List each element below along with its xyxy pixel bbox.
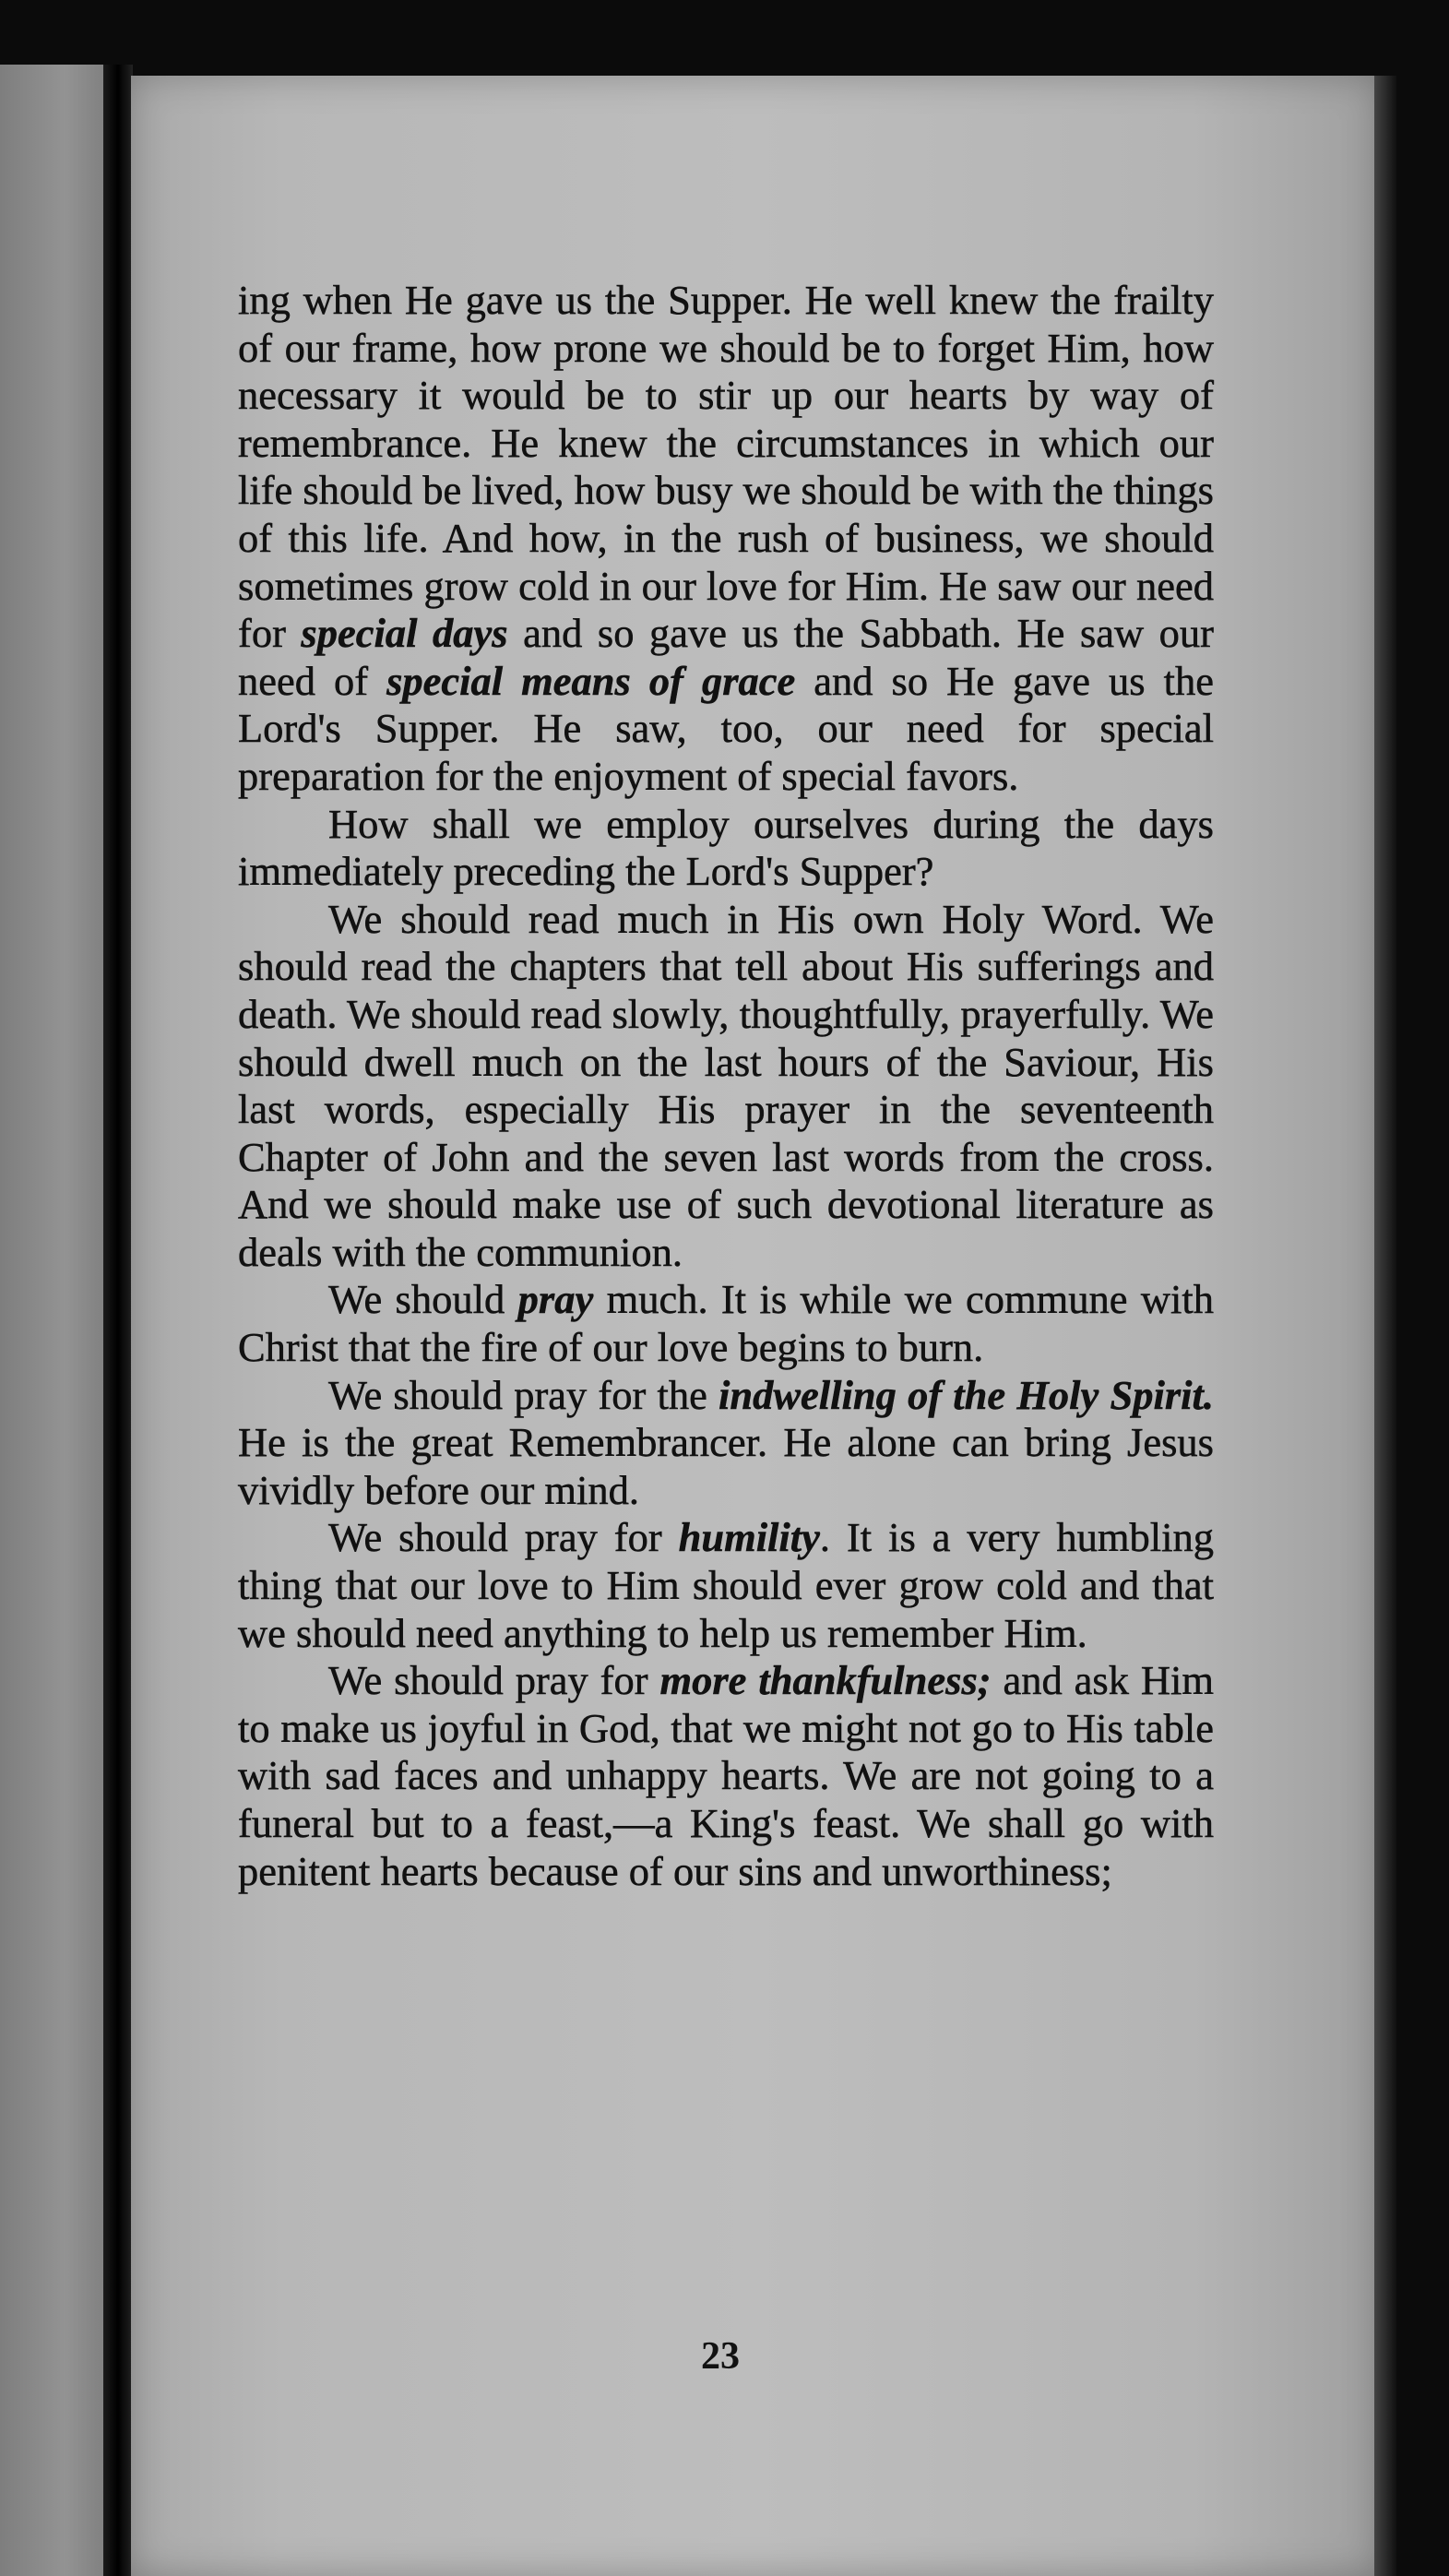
paragraph [238,277,1214,801]
text-run: We should pray for [328,1514,679,1561]
emphasized-text: humility [678,1514,820,1561]
book-gutter [103,65,133,2576]
paragraph [238,1657,1214,1895]
left-page-edge [0,65,118,2576]
paragraph [238,1276,1214,1371]
text-run: much. It is while we commune with Christ that the fire of our love begins to burn. [238,1276,1215,1371]
text-run: We should pray for [328,1657,660,1704]
text-run: and ask Him to make us joyful in God, that we might not go to His table with sad faces and unhappy hearts. We are not going to a funeral but to a feast,—a King's feast. We shall go with penitent hearts because of our sins and unworthiness; [238,1657,1214,1894]
emphasized-text: special days [301,610,508,657]
text-run: We should pray for the [328,1371,719,1418]
emphasized-text: indwelling of the Holy Spirit. [719,1371,1214,1418]
text-run: We should [328,1276,518,1323]
text-run: and so gave us the Sabbath. He saw our need of [238,610,1215,704]
emphasized-text: more thankfulness; [659,1657,992,1704]
text-run: and so He gave us the Lord's Supper. He saw, too, our need for special preparation for the enjoyment of special favors. [238,657,1214,799]
emphasized-text: pray [517,1276,594,1323]
page-number: 23 [701,2335,740,2378]
emphasized-text: special means of grace [386,657,796,704]
body-text [238,277,1214,1895]
text-run: How shall we employ ourselves during the days immediately preceding the Lord's Supper? [238,800,1214,895]
right-page-edge [1374,76,1396,2576]
text-run: ing when He gave us the Supper. He well knew the frailty of our frame, how prone we should be to forget Him, how necessary it would be to stir up our hearts by way of remembrance. He knew the circumstances in which our life should be lived, how busy we should be with the things of this life. And how, in the rush of business, we should sometimes grow cold in our love for Him. He saw our need for [238,277,1215,657]
paragraph [238,896,1214,1277]
paragraph [238,801,1214,896]
text-run: We should read much in His own Holy Word. We should read the chapters that tell about His sufferings and death. We should read slowly, thoughtfully, prayerfully. We should dwell much on the last hours of the Saviour, His last words, especially His prayer in the seventeenth Chapter of John and the seven last words from the cross. And we should make use of such devotional literature as deals with the communion. [238,895,1214,1275]
paragraph [238,1514,1214,1657]
text-run: . It is a very humbling thing that our love to Him should ever grow cold and that we should need anything to help us remember Him. [238,1514,1214,1656]
paragraph [238,1372,1214,1515]
text-run: He is the great Remembrancer. He alone can bring Jesus vividly before our mind. [238,1419,1214,1513]
